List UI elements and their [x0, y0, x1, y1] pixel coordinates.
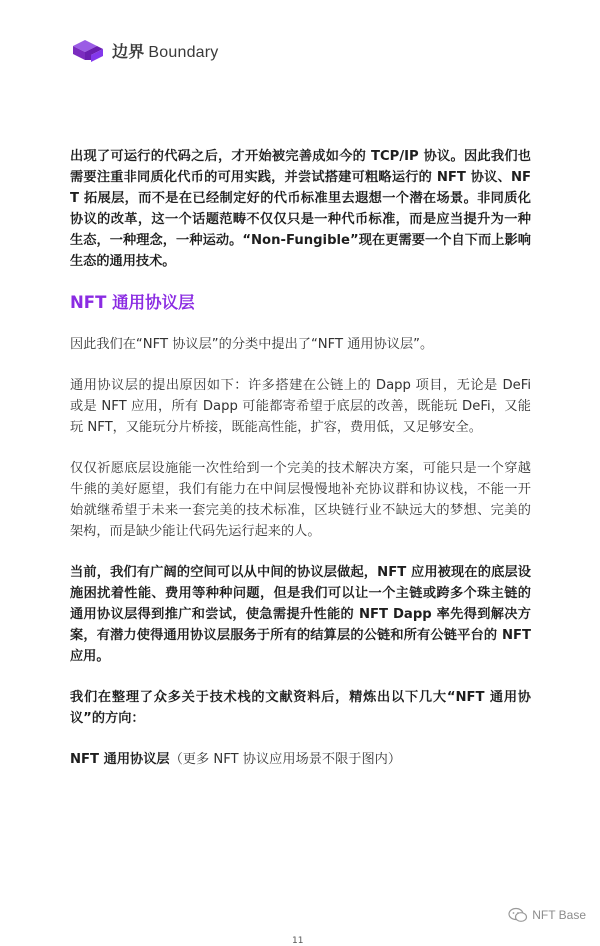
logo-text-en: Boundary	[148, 43, 219, 61]
figure-caption-note: （更多 NFT 协议应用场景不限于图内）	[169, 752, 402, 767]
paragraph-proposal: 因此我们在“NFT 协议层”的分类中提出了“NFT 通用协议层”。	[70, 337, 434, 352]
paragraph-intro: 出现了可运行的代码之后，才开始被完善成如今的 TCP/IP 协议。因此我们也需要注重非同质化代币的可用实践，并尝试搭建可粗略运行的 NFT 协议、NFT 拓展层，而不是在已经制定好的代币标准里去遐想一个潜在场景。非同质化协议的改革，这一个话题范畴不仅仅只是一种代币标准，而是应当提升为一种生态，一种理念，一种运动。“Non-Fungible”现在更需要一个自下而上影响生态的通用技术。	[70, 149, 531, 269]
section-heading: NFT 通用协议层	[70, 293, 195, 312]
watermark-text: NFT Base	[532, 908, 586, 922]
figure-caption-title: NFT 通用协议层	[70, 752, 170, 767]
source-watermark	[508, 907, 586, 923]
paragraph-directions: 我们在整理了众多关于技术栈的文献资料后，精炼出以下几大“NFT 通用协议”的方向：	[70, 690, 531, 726]
boundary-logo	[70, 37, 219, 63]
paragraph-reasons: 通用协议层的提出原因如下：许多搭建在公链上的 Dapp 项目，无论是 DeFi 或是 NFT 应用，所有 Dapp 可能都寄希望于底层的改善，既能玩 DeFi，又能玩 NFT，又能玩分片桥接，既能高性能，扩容，费用低，又足够安全。	[70, 378, 531, 435]
paragraph-wish: 仅仅祈愿底层设施能一次性给到一个完美的技术解决方案，可能只是一个穿越牛熊的美好愿望，我们有能力在中间层慢慢地补充协议群和协议栈，不能一开始就继希望于未来一套完美的技术标准，区块链行业不缺远大的梦想、完美的架构，而是缺少能让代码先运行起来的人。	[70, 461, 531, 539]
logo-text-cn: 边界	[112, 41, 145, 61]
wechat-icon	[508, 907, 528, 923]
boundary-logo-icon	[70, 37, 105, 63]
document-body	[70, 146, 531, 770]
page-number: 11	[292, 936, 304, 946]
figure-caption	[70, 749, 531, 770]
paragraph-current: 当前，我们有广阔的空间可以从中间的协议层做起，NFT 应用被现在的底层设施困扰着性能、费用等种种问题，但是我们可以让一个主链或跨多个珠主链的通用协议层得到推广和尝试，使急需提升性能的 NFT Dapp 率先得到解决方案，有潜力使得通用协议层服务于所有的结算层的公链和所有公链平台的 NFT 应用。	[70, 565, 531, 664]
